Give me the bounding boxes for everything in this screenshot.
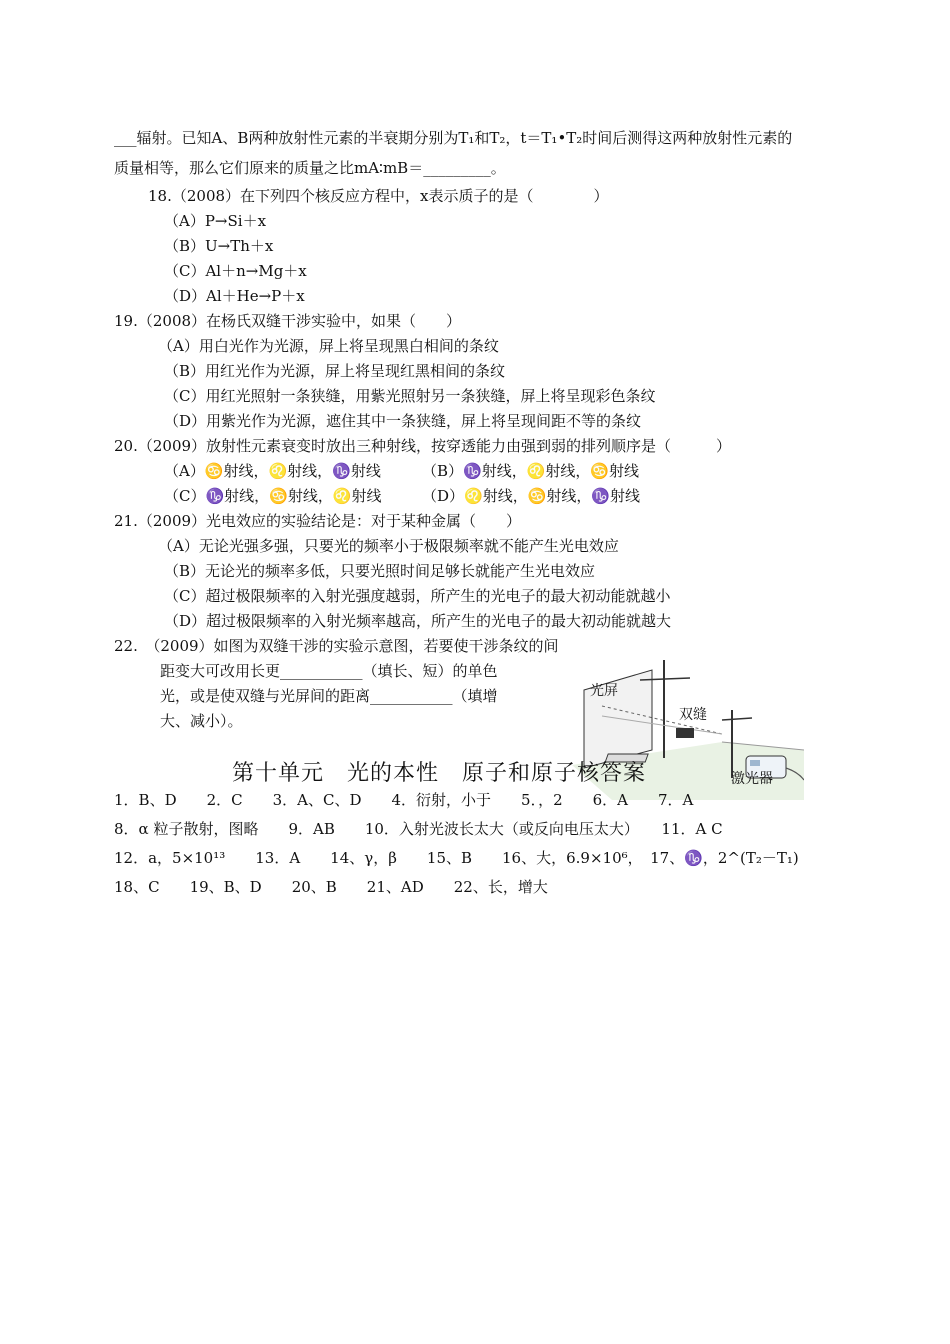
answers-row-1: 1．B、D 2．C 3．A、C、D 4．衍射，小于 5．，2 6．A 7．A [114,791,694,809]
q20-stem: 20.（2009）放射性元素衰变时放出三种射线，按穿透能力由强到弱的排列顺序是（ ） [114,437,732,455]
q20-option-d: （D）♌射线，♋射线，♑射线 [422,487,641,505]
q22-line-1: 22. （2009）如图为双缝干涉的实验示意图，若要使干涉条纹的间 [114,637,559,655]
q18-option-b: （B）U→Th＋x [164,237,274,255]
q18-option-d: （D）Al＋He→P＋x [164,287,305,305]
screen-label: 光屏 [590,683,618,699]
q22-line-4: 大、减小）。 [160,712,243,730]
q21-stem: 21.（2009）光电效应的实验结论是：对于某种金属（ ） [114,512,522,530]
q21-option-c: （C）超过极限频率的入射光强度越弱，所产生的光电子的最大初动能就越小 [164,587,671,605]
slit-label: 双缝 [679,707,707,723]
q21-option-a: （A）无论光强多强，只要光的频率小于极限频率就不能产生光电效应 [158,537,619,555]
laser-label: 激光器 [731,771,773,787]
answers-title: 第十单元 光的本性 原子和原子核答案 [232,761,647,786]
q22-line-2: 距变大可改用长更___________（填长、短）的单色 [160,662,498,680]
q19-option-a: （A）用白光作为光源，屏上将呈现黑白相间的条纹 [158,337,499,355]
q19-option-d: （D）用紫光作为光源，遮住其中一条狭缝，屏上将呈现间距不等的条纹 [164,412,642,430]
q18-stem: 18.（2008）在下列四个核反应方程中，x表示质子的是（ ） [148,187,609,205]
q19-option-c: （C）用红光照射一条狭缝，用紫光照射另一条狭缝，屏上将呈现彩色条纹 [164,387,656,405]
q19-option-b: （B）用红光作为光源，屏上将呈现红黑相间的条纹 [164,362,506,380]
q21-option-d: （D）超过极限频率的入射光频率越高，所产生的光电子的最大初动能就越大 [164,612,672,630]
q17-line-1: ___辐射。已知A、B两种放射性元素的半衰期分别为T₁和T₂，t＝T₁•T₂时间后测得这两种放射性元素的 [114,129,793,147]
q21-option-b: （B）无论光的频率多低，只要光照时间足够长就能产生光电效应 [164,562,596,580]
q17-line-2: 质量相等，那么它们原来的质量之比mA∶mB＝_________。 [114,159,506,177]
q18-option-a: （A）P→Si＋x [164,212,267,230]
answers-row-4: 18、C 19、B、D 20、B 21、AD 22、长，增大 [114,878,548,896]
q19-stem: 19.（2008）在杨氏双缝干涉实验中，如果（ ） [114,312,462,330]
q20-option-c: （C）♑射线，♋射线，♌射线 [164,487,382,505]
q20-option-b: （B）♑射线，♌射线，♋射线 [422,462,640,480]
q20-option-a: （A）♋射线，♌射线，♑射线 [164,462,381,480]
q18-option-c: （C）Al＋n→Mg＋x [164,262,307,280]
answers-row-3: 12．a，5×10¹³ 13．A 14、γ，β 15、B 16、大，6.9×10⁶， 17、♑，2^(T₂－T₁) [114,849,799,867]
q22-line-3: 光，或是使双缝与光屏间的距离___________（填增 [160,687,498,705]
answers-row-2: 8．α 粒子散射，图略 9．AB 10．入射光波长太大（或反向电压太大） 11．A C [114,820,723,838]
